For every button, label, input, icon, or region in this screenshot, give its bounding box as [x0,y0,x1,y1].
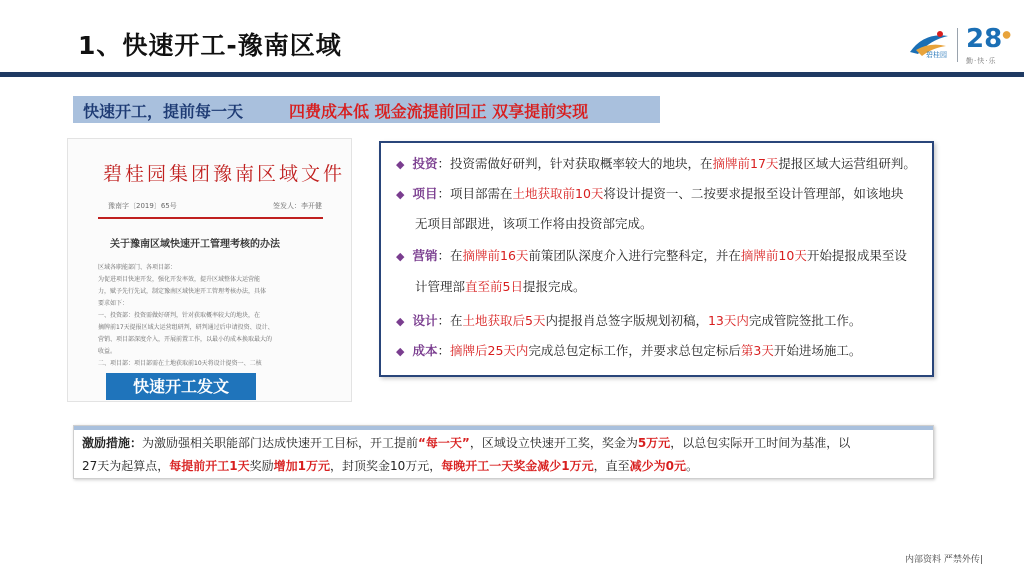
diamond-bullet-icon: ◆ [396,345,405,358]
diamond-bullet-icon: ◆ [396,158,405,171]
diamond-bullet-icon: ◆ [396,188,405,201]
point-line-continued: 无项目部跟进，该项工作将由投资部完成。 [415,216,653,231]
incentive-highlight: 每晚开工一天奖金减少1万元 [441,459,594,473]
document-title: 关于豫南区域快速开工管理考核的办法 [110,239,280,250]
point-text: ： [437,343,450,358]
point-text: 开始提报成果至设 [806,248,907,263]
point-text: 完成总包定标工作，并要求总包定标后 [528,343,741,358]
highlight-text: 摘牌前16天 [462,248,529,263]
point-line [396,311,861,329]
page-title: 1、快速开工-豫南区域 [78,31,342,60]
point-label: 投资 [412,156,438,171]
document-line: 区域各职能部门、各项目部： [98,264,177,271]
official-document-image [67,138,352,402]
incentive-highlight: 减少为0元 [629,459,687,473]
incentive-text: ，区域设立快速开工奖，奖金为 [469,436,638,450]
incentive-highlight: 5万元 [637,436,671,450]
point-label: 成本 [412,343,438,358]
incentive-highlight: 每提前开工1天 [169,459,250,473]
incentive-text: 奖励 [249,459,274,473]
document-line: 要求如下： [98,300,129,307]
point-line-continued [415,277,585,295]
document-line: 力，赋予先行先试，制定豫南区域快速开工管理考核办法，具体 [98,288,267,295]
point-text: ：投资需做好研判，针对获取概率较大的地块，在 [437,156,713,171]
logo-text: 碧桂园 [926,51,947,59]
document-number: 豫南字〔2019〕65号 [108,202,177,210]
point-text: 计管理部 [415,279,466,294]
department-points-panel [379,141,934,377]
highlight-text: 土地获取前10天 [512,186,604,201]
point-text: 提报完成。 [522,279,586,294]
document-line: 一、投资部：投资需做好研判，针对获取概率较大的地块，在 [98,312,261,319]
point-line [396,341,861,359]
point-text: ：在 [437,313,463,328]
point-label: 营销 [412,248,438,263]
document-line: 为促进项目快速开发，强化开发率效，提升区域整体大运营能 [98,276,261,283]
highlight-text: 13天内 [707,313,749,328]
confidential-footer: 内部资料 严禁外传| [905,555,983,565]
logo-divider [957,28,958,62]
document-line: 摘牌前17天提报区域大运营组研判，研判通过后申请投资、设计、 [98,324,274,331]
slogan-left: 快速开工，提前每一天 [83,102,244,121]
point-label: 项目 [412,186,438,201]
point-line [396,154,916,172]
anniversary-degree-icon: ● [1002,29,1011,41]
document-red-rule [98,217,323,219]
incentive-text: 为激励强相关职能部门达成快速开工目标，开工提前 [142,436,419,450]
point-text: ：项目部需在 [437,186,513,201]
document-line: 收益。 [98,348,117,355]
incentive-text: 27天为起算点， [82,459,170,473]
anniversary-subtitle: 勤·快·乐 [966,57,997,65]
anniversary-number: 28 [966,24,1003,54]
point-label: 设计 [412,313,438,328]
point-text: 内提报肖总签字版规划初稿， [545,313,708,328]
point-text: 前策团队深度介入进行完整科定，并在 [528,248,741,263]
incentive-text: ，封顶奖金10万元， [330,459,442,473]
incentive-highlight: 增加1万元 [273,459,331,473]
diamond-bullet-icon: ◆ [396,250,405,263]
incentive-label: 激励措施： [82,436,143,450]
anniversary-logo [966,24,1011,54]
incentive-line-2 [82,457,698,474]
document-line: 二、项目部：项目部需在土地获取前10天将设计提资一、二核 [98,360,262,367]
highlight-text: 摘牌后25天内 [450,343,529,358]
point-text: 将设计提资一、二按要求提报至设计管理部，如该地块 [603,186,904,201]
point-text: 开始进场施工。 [773,343,862,358]
highlight-text: 摘牌前17天 [712,156,779,171]
incentive-text: ，以总包实际开工时间为基准，以 [670,436,851,450]
incentive-top-bar [74,426,933,430]
highlight-text: 直至前5日 [465,279,523,294]
slogan-banner [73,96,660,123]
point-text: 提报区域大运营组研判。 [778,156,916,171]
document-line: 营销、项目部深度介入，开展前置工作，以最小的成本换取最大的 [98,336,273,343]
point-line [396,184,903,202]
diamond-bullet-icon: ◆ [396,315,405,328]
incentive-line-1 [82,434,850,451]
slogan-right: 四费成本低 现金流提前回正 双享提前实现 [289,102,589,121]
highlight-text: 第3天 [740,343,774,358]
incentive-text: 。 [686,459,699,473]
highlight-text: 土地获取后5天 [462,313,546,328]
point-text: ：在 [437,248,463,263]
incentive-text: ，直至 [593,459,630,473]
incentive-highlight: “每一天” [418,436,470,450]
point-line [396,246,907,264]
incentive-box [73,425,934,479]
document-heading: 碧桂园集团豫南区域文件 [103,163,346,185]
document-body [98,262,320,370]
document-signer: 签发人：李开健 [273,202,322,210]
header-divider [0,72,1024,77]
fast-start-document-button[interactable]: 快速开工发文 [106,373,256,400]
highlight-text: 摘牌前10天 [740,248,807,263]
point-text: 完成管院签批工作。 [748,313,862,328]
